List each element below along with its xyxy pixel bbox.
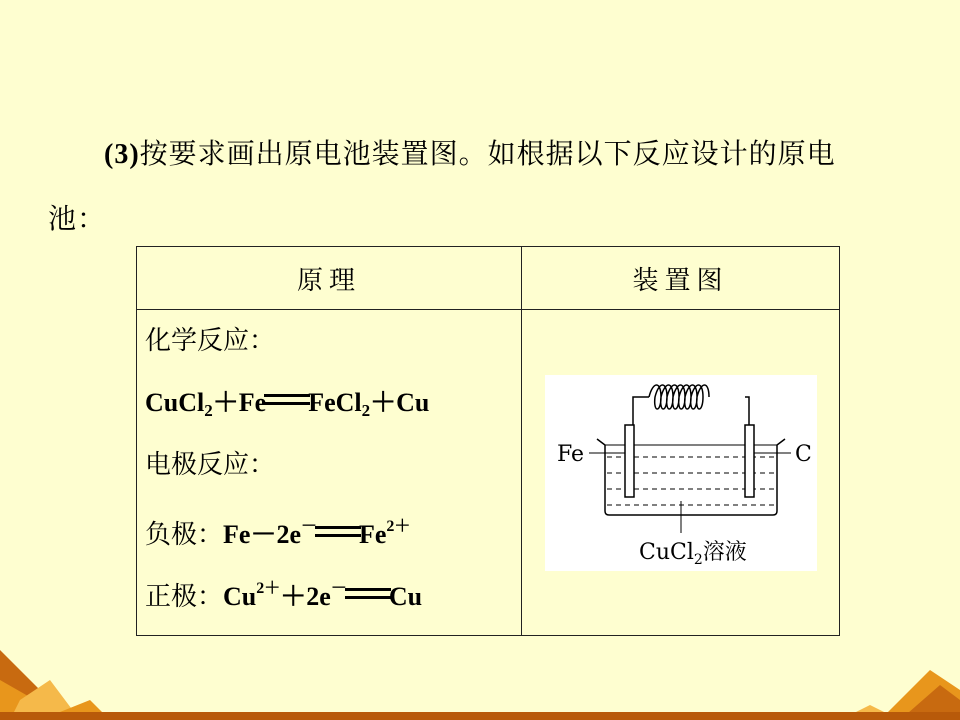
chem-reaction-label: 化学反应： — [145, 326, 276, 356]
chem-equation: CuCl$_2$＋Fe FeCl$_2$＋Cu — [145, 388, 430, 420]
intro-line-1 — [48, 122, 928, 187]
positive-electrode-row: 正极：$Cu^{2+}+2e^-$ Cu — [145, 580, 423, 612]
principle-cell — [137, 310, 522, 636]
equals-sign — [315, 526, 361, 537]
galvanic-cell-svg — [545, 375, 817, 571]
fe-label: Fe — [556, 441, 584, 467]
principle-table — [136, 246, 840, 636]
equals-sign — [264, 394, 310, 405]
solution-label: CuCl$_2$溶液 — [638, 539, 747, 568]
header-principle: 原理 — [137, 247, 522, 310]
header-device-diagram: 装置图 — [522, 247, 840, 310]
item-number: (3) — [104, 139, 140, 170]
diagram-cell — [522, 310, 840, 636]
galvanic-cell-diagram — [545, 375, 817, 571]
c-label: C — [794, 441, 812, 467]
intro-text-1: 按要求画出原电池装置图。如根据以下反应设计的原电 — [139, 137, 836, 170]
electrode-reaction-label: 电极反应： — [145, 450, 276, 480]
coil-icon — [649, 385, 709, 409]
negative-electrode-row: 负极：Fe－2e－ $Fe^{2+}$ — [145, 518, 411, 550]
intro-line-2: 池： — [48, 202, 107, 235]
c-electrode-icon — [745, 425, 754, 497]
fe-electrode-icon — [625, 425, 634, 497]
intro-paragraph — [48, 122, 928, 251]
equals-sign — [345, 588, 391, 599]
